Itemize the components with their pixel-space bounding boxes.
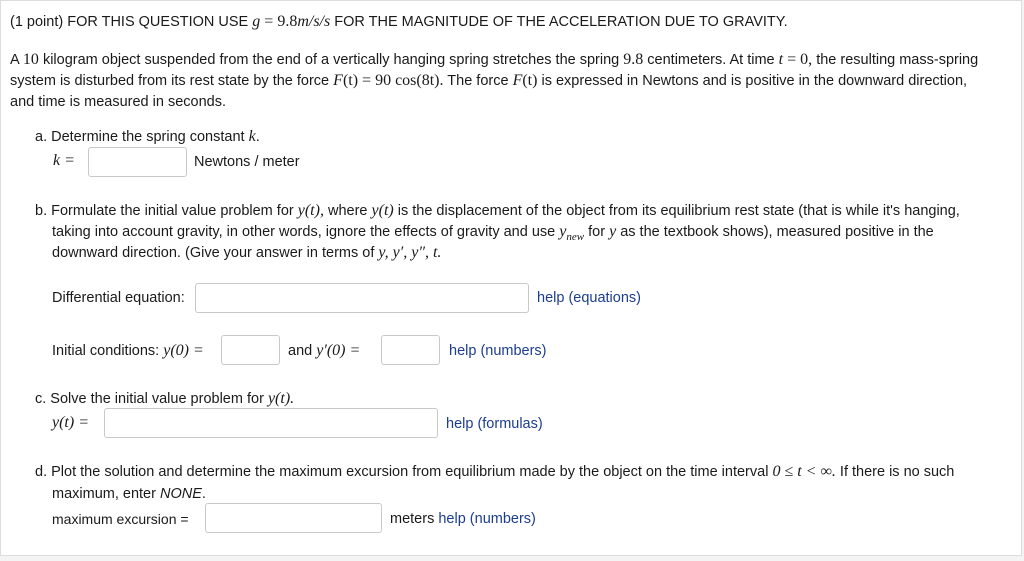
help-equations-link[interactable]: help (equations) (537, 290, 641, 306)
differential-equation-input[interactable] (195, 283, 529, 313)
intro-line-1 (10, 51, 978, 69)
variables-list: y, y′, y″, t. (378, 244, 442, 261)
intro-text: is expressed in Newtons and is positive in the downward direction, (541, 73, 968, 89)
y-prime-0-label (288, 342, 360, 360)
time-variable: t (778, 51, 784, 68)
time-value: = 0, (787, 51, 813, 68)
intro-text: centimeters. At time (647, 52, 775, 68)
stretch-value: 9.8 (623, 51, 644, 68)
period: . (255, 129, 260, 145)
force-variable: F (333, 72, 343, 89)
problem-header (10, 13, 788, 31)
g-units: m/s/s (297, 13, 331, 30)
part-b-text: b. Formulate the initial value problem for (35, 203, 294, 219)
initial-conditions-text: Initial conditions: (52, 343, 160, 359)
and-text: and (288, 343, 313, 359)
part-b-line-3 (52, 244, 441, 262)
intro-text: the resulting mass-spring (816, 52, 979, 68)
max-excursion-input[interactable] (205, 503, 382, 533)
k-label: k = (53, 152, 75, 169)
y-of-t: y(t) (371, 202, 394, 219)
intro-line-2 (10, 72, 967, 90)
g-value: = 9.8 (264, 13, 298, 30)
y0-label: y(0) = (163, 342, 204, 359)
part-b-text: where (327, 203, 368, 219)
force-expression: (t) = 90 cos(8t). (342, 72, 444, 89)
part-a-text: a. Determine the spring constant (35, 129, 245, 145)
part-d-text: d. Plot the solution and determine the maximum excursion from equilibrium made by the object on the time interval (35, 464, 769, 480)
initial-conditions-label (52, 342, 204, 360)
part-b-text: as the textbook shows), measured positive in the (620, 224, 934, 240)
force-variable: F (512, 72, 523, 89)
help-numbers-link[interactable]: help (numbers) (438, 511, 536, 527)
y-of-t: y(t). (267, 390, 295, 407)
mass-value: 10 (22, 51, 39, 68)
force-argument: (t) (522, 72, 538, 89)
help-numbers-link[interactable]: help (numbers) (449, 343, 547, 359)
part-b-text: for (588, 224, 606, 240)
differential-equation-label: Differential equation: (52, 290, 185, 306)
max-excursion-label: maximum excursion = (52, 511, 189, 527)
y-prime-0-text: y′(0) = (316, 342, 361, 359)
spring-constant-input[interactable] (88, 147, 187, 177)
part-b-text: is the displacement of the object from its equilibrium rest state (that is while it's hanging, (397, 203, 960, 219)
solution-label: y(t) = (52, 414, 89, 431)
help-formulas-link[interactable]: help (formulas) (446, 416, 543, 432)
y-prime-0-input[interactable] (381, 335, 440, 365)
part-c-text: c. Solve the initial value problem for (35, 391, 264, 407)
part-b-line-1 (35, 202, 960, 220)
k-variable: k (248, 128, 256, 145)
meters-text: meters (390, 511, 435, 527)
intro-text: The force (447, 73, 509, 89)
header-prefix: (1 point) FOR THIS QUESTION USE (10, 14, 249, 30)
part-a-prompt (35, 128, 260, 146)
part-b-text: downward direction. (Give your answer in terms of (52, 245, 375, 261)
period: . (201, 486, 206, 502)
header-suffix: FOR THE MAGNITUDE OF THE ACCELERATION DUE TO GRAVITY. (334, 14, 788, 30)
intro-text: system is disturbed from its rest state by the force (10, 73, 330, 89)
part-b-text: taking into account gravity, in other words, ignore the effects of gravity and use (52, 224, 556, 240)
y-of-t: y(t), (297, 202, 324, 219)
g-variable: g (252, 13, 261, 30)
intro-text: kilogram object suspended from the end of a vertically hanging spring stretches the spring (42, 52, 620, 68)
solution-input[interactable] (104, 408, 438, 438)
part-c-prompt (35, 390, 294, 408)
intro-text: A (10, 52, 19, 68)
y-variable: y (609, 223, 617, 240)
part-b-line-2 (52, 223, 934, 242)
intro-line-3 (10, 93, 226, 111)
y-new-variable: y (559, 223, 567, 240)
part-d-text: maximum, enter (52, 486, 156, 502)
max-excursion-units (390, 510, 536, 528)
k-units: Newtons / meter (194, 154, 300, 170)
part-d-line-2 (52, 485, 206, 503)
none-keyword: NONE (159, 486, 202, 502)
y-new-subscript: new (566, 231, 585, 243)
intro-text: and time is measured in seconds. (10, 94, 226, 110)
part-d-line-1 (35, 463, 954, 481)
time-interval: 0 ≤ t < ∞. (772, 463, 836, 480)
y0-input[interactable] (221, 335, 280, 365)
part-d-text: If there is no such (839, 464, 955, 480)
